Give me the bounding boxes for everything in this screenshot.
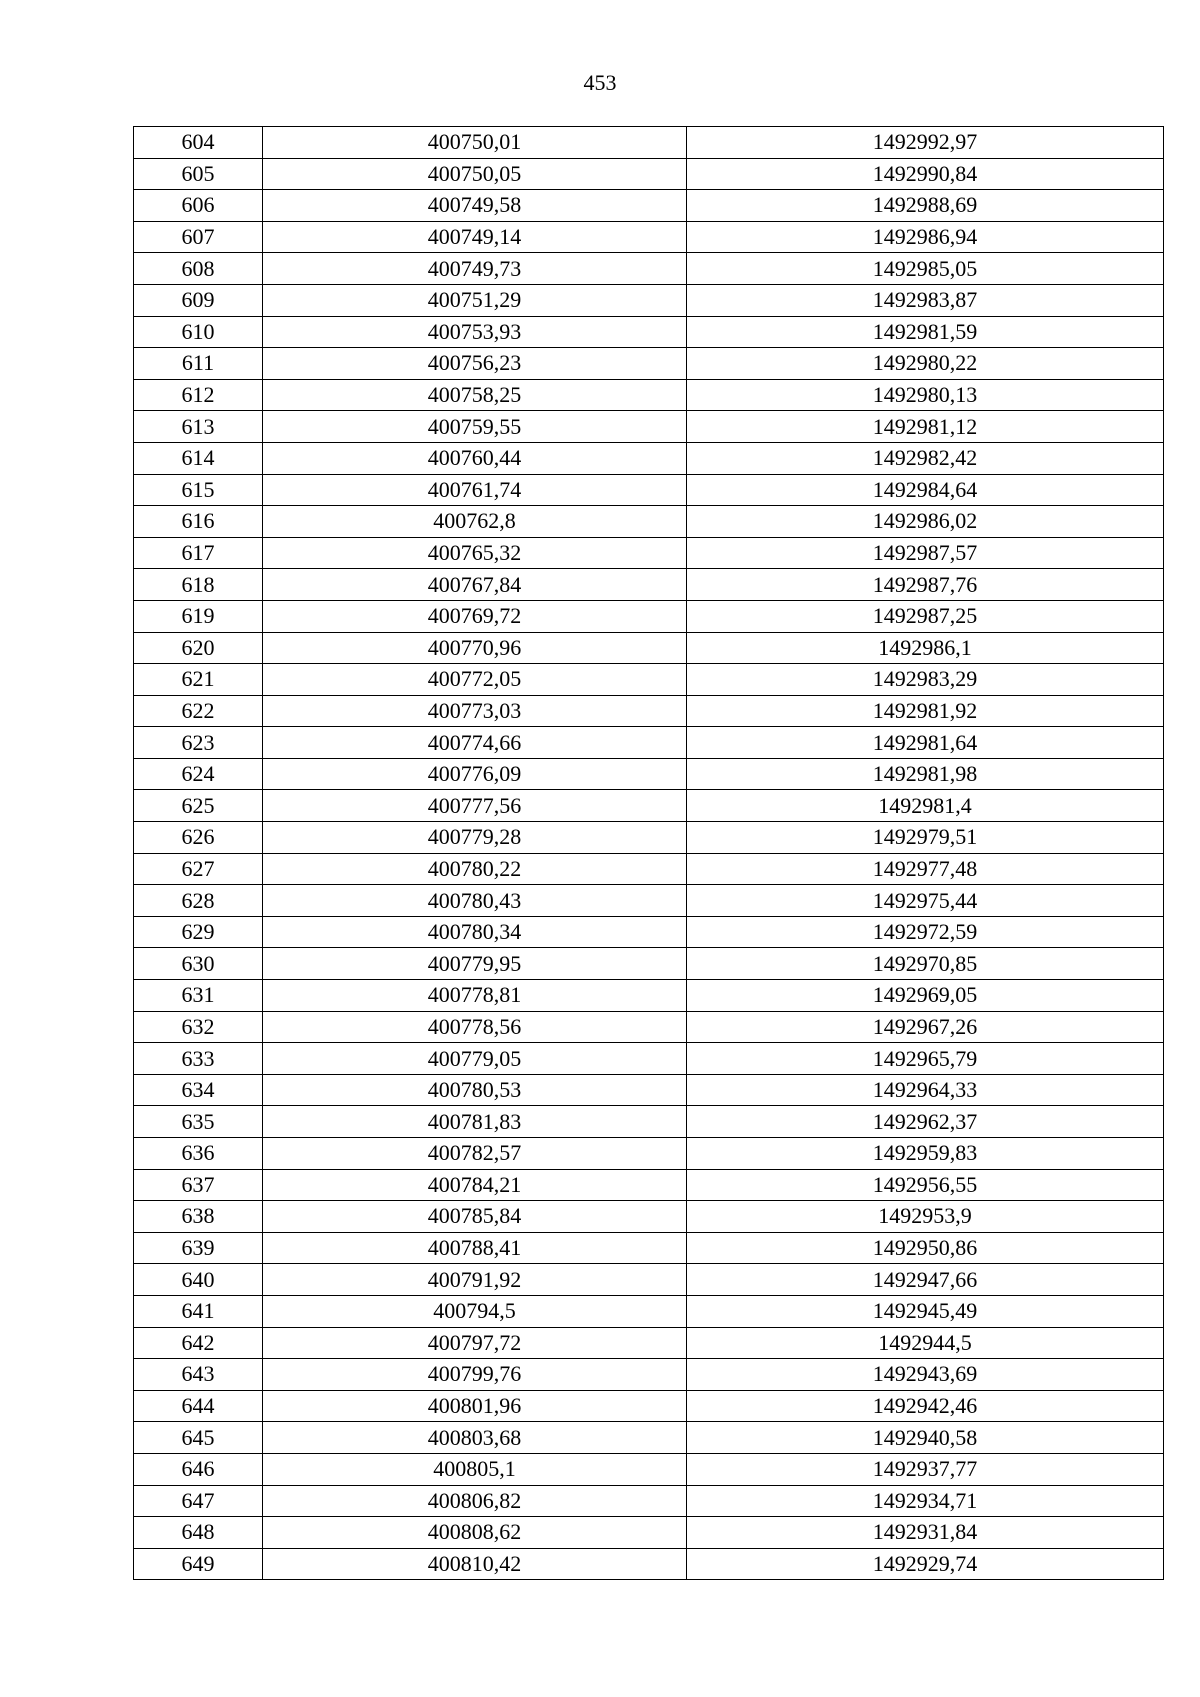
x-coordinate-cell: 400788,41 <box>263 1232 687 1264</box>
point-number-cell: 607 <box>134 221 263 253</box>
x-coordinate-cell: 400805,1 <box>263 1453 687 1485</box>
y-coordinate-cell: 1492965,79 <box>687 1043 1164 1075</box>
y-coordinate-cell: 1492937,77 <box>687 1453 1164 1485</box>
y-coordinate-cell: 1492987,76 <box>687 569 1164 601</box>
y-coordinate-cell: 1492982,42 <box>687 442 1164 474</box>
y-coordinate-cell: 1492959,83 <box>687 1138 1164 1170</box>
x-coordinate-cell: 400749,58 <box>263 190 687 222</box>
table-row <box>134 158 1164 190</box>
point-number-cell: 644 <box>134 1390 263 1422</box>
x-coordinate-cell: 400779,05 <box>263 1043 687 1075</box>
y-coordinate-cell: 1492988,69 <box>687 190 1164 222</box>
x-coordinate-cell: 400782,57 <box>263 1138 687 1170</box>
point-number-cell: 623 <box>134 727 263 759</box>
y-coordinate-cell: 1492987,25 <box>687 600 1164 632</box>
x-coordinate-cell: 400765,32 <box>263 537 687 569</box>
y-coordinate-cell: 1492940,58 <box>687 1422 1164 1454</box>
point-number-cell: 634 <box>134 1074 263 1106</box>
x-coordinate-cell: 400810,42 <box>263 1548 687 1580</box>
table-row <box>134 442 1164 474</box>
point-number-cell: 627 <box>134 853 263 885</box>
x-coordinate-cell: 400797,72 <box>263 1327 687 1359</box>
point-number-cell: 639 <box>134 1232 263 1264</box>
y-coordinate-cell: 1492983,29 <box>687 664 1164 696</box>
x-coordinate-cell: 400749,73 <box>263 253 687 285</box>
point-number-cell: 604 <box>134 127 263 159</box>
table-row <box>134 1453 1164 1485</box>
x-coordinate-cell: 400794,5 <box>263 1295 687 1327</box>
x-coordinate-cell: 400753,93 <box>263 316 687 348</box>
y-coordinate-cell: 1492931,84 <box>687 1517 1164 1549</box>
x-coordinate-cell: 400778,56 <box>263 1011 687 1043</box>
table-row <box>134 1327 1164 1359</box>
y-coordinate-cell: 1492981,59 <box>687 316 1164 348</box>
coordinates-table-body <box>134 127 1164 1580</box>
table-row <box>134 632 1164 664</box>
point-number-cell: 613 <box>134 411 263 443</box>
y-coordinate-cell: 1492984,64 <box>687 474 1164 506</box>
y-coordinate-cell: 1492987,57 <box>687 537 1164 569</box>
point-number-cell: 619 <box>134 600 263 632</box>
table-row <box>134 916 1164 948</box>
point-number-cell: 624 <box>134 758 263 790</box>
point-number-cell: 628 <box>134 885 263 917</box>
table-row <box>134 600 1164 632</box>
x-coordinate-cell: 400784,21 <box>263 1169 687 1201</box>
table-row <box>134 948 1164 980</box>
point-number-cell: 618 <box>134 569 263 601</box>
point-number-cell: 629 <box>134 916 263 948</box>
y-coordinate-cell: 1492986,02 <box>687 506 1164 538</box>
y-coordinate-cell: 1492950,86 <box>687 1232 1164 1264</box>
y-coordinate-cell: 1492981,4 <box>687 790 1164 822</box>
point-number-cell: 609 <box>134 284 263 316</box>
x-coordinate-cell: 400750,05 <box>263 158 687 190</box>
x-coordinate-cell: 400760,44 <box>263 442 687 474</box>
table-row <box>134 127 1164 159</box>
x-coordinate-cell: 400791,92 <box>263 1264 687 1296</box>
point-number-cell: 645 <box>134 1422 263 1454</box>
point-number-cell: 640 <box>134 1264 263 1296</box>
point-number-cell: 622 <box>134 695 263 727</box>
y-coordinate-cell: 1492972,59 <box>687 916 1164 948</box>
y-coordinate-cell: 1492964,33 <box>687 1074 1164 1106</box>
table-row <box>134 695 1164 727</box>
point-number-cell: 631 <box>134 980 263 1012</box>
y-coordinate-cell: 1492986,1 <box>687 632 1164 664</box>
table-row <box>134 1011 1164 1043</box>
y-coordinate-cell: 1492985,05 <box>687 253 1164 285</box>
x-coordinate-cell: 400756,23 <box>263 348 687 380</box>
table-row <box>134 1232 1164 1264</box>
y-coordinate-cell: 1492981,12 <box>687 411 1164 443</box>
table-row <box>134 1295 1164 1327</box>
point-number-cell: 636 <box>134 1138 263 1170</box>
point-number-cell: 647 <box>134 1485 263 1517</box>
x-coordinate-cell: 400780,53 <box>263 1074 687 1106</box>
y-coordinate-cell: 1492980,22 <box>687 348 1164 380</box>
x-coordinate-cell: 400779,28 <box>263 822 687 854</box>
table-row <box>134 1264 1164 1296</box>
y-coordinate-cell: 1492942,46 <box>687 1390 1164 1422</box>
point-number-cell: 641 <box>134 1295 263 1327</box>
table-row <box>134 190 1164 222</box>
table-row <box>134 1422 1164 1454</box>
y-coordinate-cell: 1492981,98 <box>687 758 1164 790</box>
y-coordinate-cell: 1492944,5 <box>687 1327 1164 1359</box>
table-row <box>134 506 1164 538</box>
x-coordinate-cell: 400772,05 <box>263 664 687 696</box>
x-coordinate-cell: 400778,81 <box>263 980 687 1012</box>
point-number-cell: 608 <box>134 253 263 285</box>
x-coordinate-cell: 400751,29 <box>263 284 687 316</box>
y-coordinate-cell: 1492981,92 <box>687 695 1164 727</box>
y-coordinate-cell: 1492990,84 <box>687 158 1164 190</box>
point-number-cell: 643 <box>134 1359 263 1391</box>
x-coordinate-cell: 400779,95 <box>263 948 687 980</box>
y-coordinate-cell: 1492953,9 <box>687 1201 1164 1233</box>
x-coordinate-cell: 400777,56 <box>263 790 687 822</box>
point-number-cell: 637 <box>134 1169 263 1201</box>
y-coordinate-cell: 1492975,44 <box>687 885 1164 917</box>
table-row <box>134 1106 1164 1138</box>
x-coordinate-cell: 400801,96 <box>263 1390 687 1422</box>
point-number-cell: 620 <box>134 632 263 664</box>
table-row <box>134 348 1164 380</box>
table-row <box>134 822 1164 854</box>
point-number-cell: 625 <box>134 790 263 822</box>
y-coordinate-cell: 1492992,97 <box>687 127 1164 159</box>
point-number-cell: 610 <box>134 316 263 348</box>
x-coordinate-cell: 400758,25 <box>263 379 687 411</box>
point-number-cell: 615 <box>134 474 263 506</box>
table-row <box>134 569 1164 601</box>
y-coordinate-cell: 1492956,55 <box>687 1169 1164 1201</box>
y-coordinate-cell: 1492983,87 <box>687 284 1164 316</box>
y-coordinate-cell: 1492947,66 <box>687 1264 1164 1296</box>
coordinates-table <box>133 126 1164 1580</box>
y-coordinate-cell: 1492967,26 <box>687 1011 1164 1043</box>
x-coordinate-cell: 400799,76 <box>263 1359 687 1391</box>
table-row <box>134 1359 1164 1391</box>
table-row <box>134 1138 1164 1170</box>
x-coordinate-cell: 400781,83 <box>263 1106 687 1138</box>
table-row <box>134 1390 1164 1422</box>
x-coordinate-cell: 400776,09 <box>263 758 687 790</box>
y-coordinate-cell: 1492945,49 <box>687 1295 1164 1327</box>
table-row <box>134 284 1164 316</box>
table-row <box>134 1074 1164 1106</box>
point-number-cell: 632 <box>134 1011 263 1043</box>
table-row <box>134 758 1164 790</box>
table-row <box>134 411 1164 443</box>
point-number-cell: 617 <box>134 537 263 569</box>
x-coordinate-cell: 400780,43 <box>263 885 687 917</box>
table-row <box>134 379 1164 411</box>
point-number-cell: 606 <box>134 190 263 222</box>
x-coordinate-cell: 400780,22 <box>263 853 687 885</box>
table-row <box>134 221 1164 253</box>
y-coordinate-cell: 1492943,69 <box>687 1359 1164 1391</box>
point-number-cell: 605 <box>134 158 263 190</box>
y-coordinate-cell: 1492981,64 <box>687 727 1164 759</box>
point-number-cell: 649 <box>134 1548 263 1580</box>
table-row <box>134 885 1164 917</box>
x-coordinate-cell: 400769,72 <box>263 600 687 632</box>
x-coordinate-cell: 400773,03 <box>263 695 687 727</box>
table-row <box>134 537 1164 569</box>
table-row <box>134 474 1164 506</box>
point-number-cell: 642 <box>134 1327 263 1359</box>
point-number-cell: 621 <box>134 664 263 696</box>
table-row <box>134 790 1164 822</box>
point-number-cell: 630 <box>134 948 263 980</box>
table-row <box>134 1201 1164 1233</box>
y-coordinate-cell: 1492934,71 <box>687 1485 1164 1517</box>
point-number-cell: 648 <box>134 1517 263 1549</box>
y-coordinate-cell: 1492970,85 <box>687 948 1164 980</box>
table-row <box>134 1517 1164 1549</box>
x-coordinate-cell: 400785,84 <box>263 1201 687 1233</box>
x-coordinate-cell: 400761,74 <box>263 474 687 506</box>
table-row <box>134 853 1164 885</box>
point-number-cell: 616 <box>134 506 263 538</box>
table-row <box>134 664 1164 696</box>
point-number-cell: 638 <box>134 1201 263 1233</box>
y-coordinate-cell: 1492979,51 <box>687 822 1164 854</box>
page-number: 453 <box>583 70 617 95</box>
y-coordinate-cell: 1492962,37 <box>687 1106 1164 1138</box>
x-coordinate-cell: 400803,68 <box>263 1422 687 1454</box>
point-number-cell: 612 <box>134 379 263 411</box>
table-row <box>134 1043 1164 1075</box>
x-coordinate-cell: 400750,01 <box>263 127 687 159</box>
table-row <box>134 1169 1164 1201</box>
table-row <box>134 980 1164 1012</box>
x-coordinate-cell: 400762,8 <box>263 506 687 538</box>
y-coordinate-cell: 1492969,05 <box>687 980 1164 1012</box>
x-coordinate-cell: 400808,62 <box>263 1517 687 1549</box>
point-number-cell: 611 <box>134 348 263 380</box>
x-coordinate-cell: 400806,82 <box>263 1485 687 1517</box>
point-number-cell: 633 <box>134 1043 263 1075</box>
x-coordinate-cell: 400780,34 <box>263 916 687 948</box>
x-coordinate-cell: 400759,55 <box>263 411 687 443</box>
x-coordinate-cell: 400774,66 <box>263 727 687 759</box>
table-row <box>134 316 1164 348</box>
y-coordinate-cell: 1492977,48 <box>687 853 1164 885</box>
x-coordinate-cell: 400749,14 <box>263 221 687 253</box>
table-row <box>134 253 1164 285</box>
point-number-cell: 646 <box>134 1453 263 1485</box>
point-number-cell: 626 <box>134 822 263 854</box>
point-number-cell: 635 <box>134 1106 263 1138</box>
point-number-cell: 614 <box>134 442 263 474</box>
y-coordinate-cell: 1492929,74 <box>687 1548 1164 1580</box>
y-coordinate-cell: 1492986,94 <box>687 221 1164 253</box>
y-coordinate-cell: 1492980,13 <box>687 379 1164 411</box>
x-coordinate-cell: 400770,96 <box>263 632 687 664</box>
x-coordinate-cell: 400767,84 <box>263 569 687 601</box>
table-row <box>134 1548 1164 1580</box>
table-row <box>134 727 1164 759</box>
table-row <box>134 1485 1164 1517</box>
